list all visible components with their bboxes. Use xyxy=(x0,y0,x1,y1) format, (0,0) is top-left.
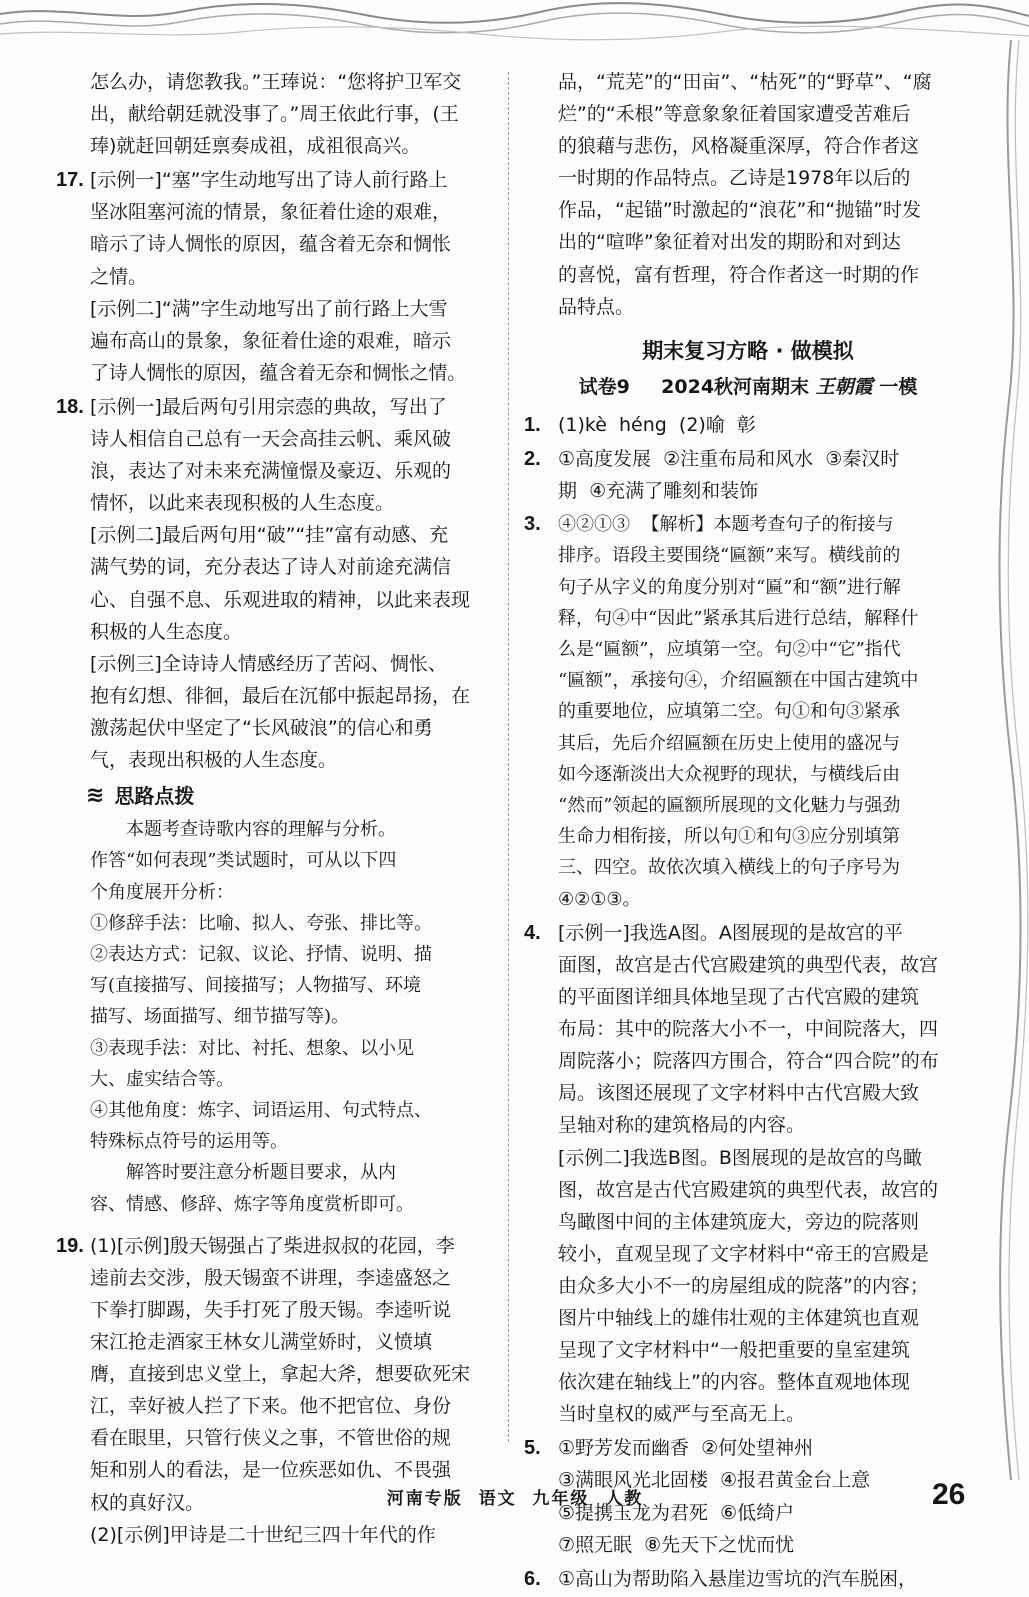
text-line: 如今逐渐淡出大众视野的现状，与横线后由 xyxy=(558,763,900,785)
text-line: “匾额”，承接句④，介绍匾额在中国古建筑中 xyxy=(558,670,919,692)
text-line: 面图，故宫是古代宫殿建筑的典型代表，故宫 xyxy=(558,953,939,976)
column-divider xyxy=(508,72,509,1442)
text-line: (1)[示例]殷天锡强占了柴进叔叔的花园，李 xyxy=(90,1234,455,1257)
question-number: 6. xyxy=(524,1567,541,1590)
text-line: 图片中轴线上的雄伟壮观的主体建筑也直观 xyxy=(558,1306,920,1329)
text-line: ①高山为帮助陷入悬崖边雪坑的汽车脱困， xyxy=(558,1567,918,1590)
text-line: 呈现了文字材料中“一般把重要的皇室建筑 xyxy=(558,1339,910,1362)
text-line: 的重要地位，应填第二空。句①和句③紧承 xyxy=(558,701,900,723)
text-line: (1)kè héng (2)喻 彰 xyxy=(558,413,756,436)
question-number: 3. xyxy=(524,513,541,536)
answer-2 xyxy=(524,443,972,507)
question-number: 5. xyxy=(524,1437,541,1460)
text-line: 释，句④中“因此”紧承其后进行总结，解释什 xyxy=(558,607,919,629)
text-line: 品特点。 xyxy=(558,295,635,318)
text-line: 周院落小；院落四方围合，符合“四合院”的布 xyxy=(558,1050,939,1073)
text-line: ⑤提携玉龙为君死 ⑥低绮户 xyxy=(558,1501,795,1524)
text-line: 之情。 xyxy=(90,265,148,288)
answer-19-continued xyxy=(524,66,972,323)
text-line: 看在眼里，只管行侠义之事，不管世俗的规 xyxy=(90,1427,452,1450)
text-line: 期 ④充满了雕刻和装饰 xyxy=(558,480,759,503)
text-line: 诗人相信自己总有一天会高挂云帆、乘风破 xyxy=(90,428,452,451)
left-column xyxy=(56,66,496,1553)
text-line: 了诗人惆怅的原因，蕴含着无奈和惆怅之情。 xyxy=(90,361,467,384)
right-border-decoration xyxy=(989,40,1029,1480)
text-line: ④②①③。 xyxy=(558,888,641,910)
text-line: 三、四空。故依次填入横线上的句子序号为 xyxy=(558,857,900,879)
text-line: 局。该图还展现了文字材料中古代宫殿大致 xyxy=(558,1082,920,1105)
question-number: 17. xyxy=(56,169,84,192)
top-border-decoration xyxy=(0,0,1029,62)
text-line: 浪，表达了对未来充满憧憬及豪迈、乐观的 xyxy=(90,460,452,483)
text-line: 么是“匾额”，应填第一空。句②中“它”指代 xyxy=(558,639,901,661)
text-line: (2)[示例]甲诗是二十世纪三四十年代的作 xyxy=(90,1523,436,1546)
text-line: ④②①③ 【解析】本题考查句子的衔接与 xyxy=(558,514,894,536)
text-line: 品，“荒芜”的“田亩”、“枯死”的“野草”、“腐 xyxy=(558,71,932,93)
question-number: 18. xyxy=(56,395,84,418)
text-line: 情怀，以此来表现积极的人生态度。 xyxy=(90,492,395,515)
text-line: 心、自强不息、乐观进取的精神，以此来表现 xyxy=(90,588,471,611)
question-number: 4. xyxy=(524,921,541,944)
answer-6 xyxy=(524,1563,972,1595)
text-line: 暗示了诗人惆怅的原因，蕴含着无奈和惆怅 xyxy=(90,233,452,256)
text-line: 图，故宫是古代宫殿建筑的典型代表，故宫的 xyxy=(558,1178,939,1201)
text-line: 布局：其中的院落大小不一，中间院落大，四 xyxy=(558,1018,939,1041)
text-line: ③表现手法：对比、衬托、想象、以小见 xyxy=(90,1037,414,1059)
wave-icon: ≋ xyxy=(86,783,105,809)
text-line: 满气势的词，充分表达了诗人对前途充满信 xyxy=(90,556,452,579)
text-line: ②表达方式：记叙、议论、抒情、说明、描 xyxy=(90,943,432,965)
page-footer xyxy=(0,1478,1029,1514)
answer-1 xyxy=(524,409,972,441)
text-line: 琫)就赶回朝廷禀奏成祖，成祖很高兴。 xyxy=(90,135,421,158)
text-line: 本题考查诗歌内容的理解与分析。 xyxy=(126,819,396,841)
text-line: 抱有幻想、徘徊，最后在沉郁中振起昂扬，在 xyxy=(90,684,471,707)
text-line: ①野芳发而幽香 ②何处望神州 xyxy=(558,1437,814,1460)
text-line: 句子从字义的角度分别对“匾”和“额”进行解 xyxy=(558,576,901,598)
text-line: 激荡起伏中坚定了“长风破浪”的信心和勇 xyxy=(90,716,433,739)
text-line: 解答时要注意分析题目要求，从内 xyxy=(126,1162,396,1184)
right-column xyxy=(524,66,972,1597)
paper-name: 2024秋河南期末 xyxy=(661,375,810,398)
text-line: 其后，先后介绍匾额在历史上使用的盛况与 xyxy=(558,732,900,754)
text-line: [示例二]“满”字生动地写出了前行路上大雪 xyxy=(90,297,448,320)
text-line: 容、情感、修辞、炼字等角度赏析即可。 xyxy=(90,1193,414,1215)
footer-label: 河南专版 语文 九年级 人教 xyxy=(386,1489,644,1509)
text-line: 鸟瞰图中间的主体建筑庞大，旁边的院落则 xyxy=(558,1210,920,1233)
paper-suffix: 一模 xyxy=(879,375,918,398)
text-line: 的喜悦，富有哲理，符合作者这一时期的作 xyxy=(558,263,920,286)
text-line: ①高度发展 ②注重布局和风水 ③秦汉时 xyxy=(558,448,900,471)
text-line: 矩和别人的看法，是一位疾恶如仇、不畏强 xyxy=(90,1459,452,1482)
text-line: ③满眼风光北固楼 ④报君黄金台上意 xyxy=(558,1469,871,1492)
text-line: 膺，直接到忠义堂上，拿起大斧，想要砍死宋 xyxy=(90,1363,471,1386)
text-line: 作品，“起锚”时激起的“浪花”和“抛锚”时发 xyxy=(558,199,922,222)
text-line: 由众多大小不一的房屋组成的院落”的内容； xyxy=(558,1274,929,1297)
text-line: 下拳打脚踢，失手打死了殷天锡。李逵听说 xyxy=(90,1298,452,1321)
text-line: ①修辞手法：比喻、拟人、夸张、排比等。 xyxy=(90,912,432,934)
answer-16-continued xyxy=(56,66,496,162)
text-line: 出，献给朝廷就没事了。”周王依此行事，(王 xyxy=(90,103,459,126)
text-line: 排序。语段主要围绕“匾额”来写。横线前的 xyxy=(558,545,901,567)
paper-label: 试卷9 xyxy=(578,375,630,398)
tip-title: 思路点拨 xyxy=(114,784,195,809)
text-line: 较小，直观呈现了文字材料中“帝王的宫殿是 xyxy=(558,1242,929,1265)
text-line: [示例一]最后两句引用宗悫的典故，写出了 xyxy=(90,395,447,418)
text-line: 生命力相衔接，所以句①和句③应分别填第 xyxy=(558,826,900,848)
text-line: 遍布高山的景象，象征着仕途的艰难，暗示 xyxy=(90,329,452,352)
text-line: [示例二]最后两句用“破”“挂”富有动感、充 xyxy=(90,524,449,547)
text-line: 烂”的“禾根”等意象象征着国家遭受苦难后 xyxy=(558,103,911,126)
text-line: “然而”领起的匾额所展现的文化魅力与强劲 xyxy=(558,795,901,817)
question-number: 2. xyxy=(524,448,541,471)
answer-4 xyxy=(524,917,972,1431)
text-line: 作答“如何表现”类试题时，可从以下四 xyxy=(90,850,397,872)
brand-signature: 王朝霞 xyxy=(815,375,873,398)
text-line: 坚冰阻塞河流的情景，象征着仕途的艰难， xyxy=(90,201,452,224)
text-line: 描写、场面描写、细节描写等)。 xyxy=(90,1006,350,1028)
text-line: [示例三]全诗诗人情感经历了苦闷、惆怅、 xyxy=(90,652,447,675)
text-line: ④其他角度：炼字、词语运用、句式特点、 xyxy=(90,1099,432,1121)
text-line: [示例二]我选B图。B图展现的是故宫的鸟瞰 xyxy=(558,1146,922,1169)
text-line: 特殊标点符号的运用等。 xyxy=(90,1131,288,1153)
text-line: 呈轴对称的建筑格局的内容。 xyxy=(558,1114,806,1137)
tip-heading xyxy=(86,780,496,812)
text-line: 写(直接描写、间接描写；人物描写、环境 xyxy=(90,975,422,997)
text-line: [示例一]“塞”字生动地写出了诗人前行路上 xyxy=(90,169,448,192)
text-line: 气，表现出积极的人生态度。 xyxy=(90,748,338,771)
text-line: 宋江抢走酒家王林女儿满堂娇时，义愤填 xyxy=(90,1331,433,1354)
text-line: 积极的人生态度。 xyxy=(90,620,243,643)
text-line: 出的“喧哗”象征着对出发的期盼和对到达 xyxy=(558,231,901,254)
text-line: 怎么办，请您教我。”王琫说：“您将护卫军交 xyxy=(90,71,462,93)
text-line: 江，幸好被人拦了下来。他不把官位、身份 xyxy=(90,1395,452,1418)
answer-18 xyxy=(56,391,496,776)
question-number: 1. xyxy=(524,413,541,436)
section-title: 期末复习方略 · 做模拟 xyxy=(642,338,854,363)
text-line: 权的真好汉。 xyxy=(90,1491,205,1514)
answer-17 xyxy=(56,164,496,389)
text-line: 大、虚实结合等。 xyxy=(90,1068,234,1090)
text-line: 个角度展开分析： xyxy=(90,881,234,903)
text-line: 依次建在轴线上”的内容。整体直观地体现 xyxy=(558,1371,910,1394)
text-line: 的平面图详细具体地呈现了古代宫殿的建筑 xyxy=(558,986,920,1009)
tip-body xyxy=(90,814,496,1220)
text-line: 当时皇权的威严与至高无上。 xyxy=(558,1403,806,1426)
text-line: 的狼藉与悲伤，风格凝重深厚，符合作者这 xyxy=(558,135,920,158)
text-line: [示例一]我选A图。A图展现的是故宫的平 xyxy=(558,921,903,944)
question-number: 19. xyxy=(56,1234,84,1257)
text-line: ⑦照无眠 ⑧先天下之忧而忧 xyxy=(558,1533,795,1556)
text-line: 一时期的作品特点。乙诗是1978年以后的 xyxy=(558,167,911,190)
text-line: 逵前去交涉，殷天锡蛮不讲理，李逵盛怒之 xyxy=(90,1266,452,1289)
page-number: 26 xyxy=(932,1478,966,1511)
paper-title xyxy=(524,371,972,403)
answer-3 xyxy=(524,509,972,915)
